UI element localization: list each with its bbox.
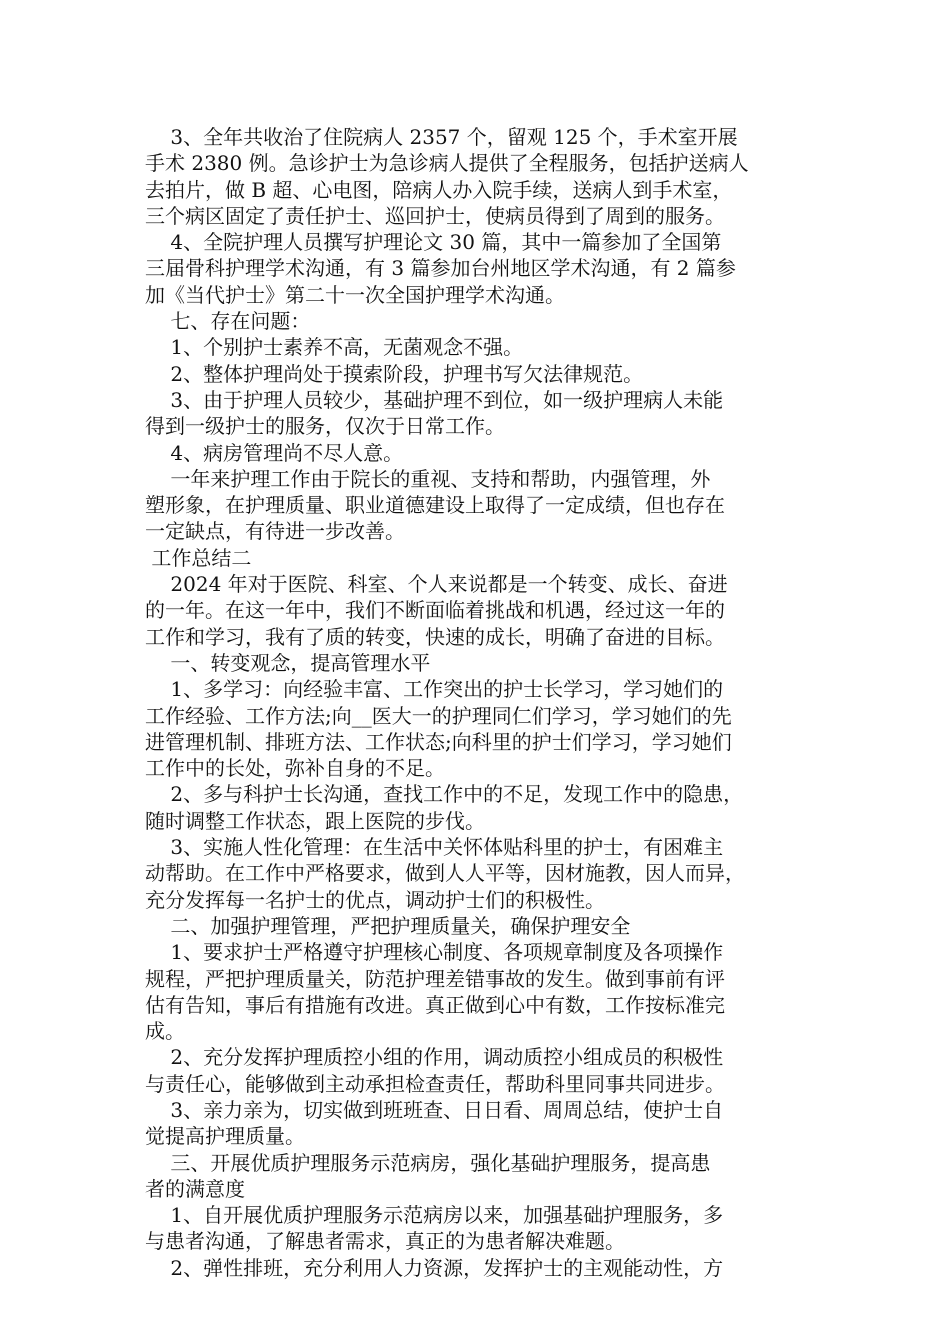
text-line: 3、由于护理人员较少，基础护理不到位，如一级护理病人未能 (145, 387, 724, 412)
text-line: 觉提高护理质量。 (145, 1124, 305, 1149)
text-line: 3、全年共收治了住院病人 2357 个，留观 125 个，手术室开展 (145, 125, 738, 149)
text-line: 三个病区固定了责任护士、巡回护士，使病员得到了周到的服务。 (145, 203, 725, 228)
text-line: 1、个别护士素养不高，无菌观念不强。 (145, 335, 524, 360)
text-line: 成。 (145, 1019, 185, 1044)
text-line: 4、病房管理尚不尽人意。 (145, 440, 404, 465)
text-line: 工作经验、工作方法;向__医大一的护理同仁们学习，学习她们的先 (145, 703, 732, 728)
text-line: 3、亲力亲为，切实做到班班查、日日看、周周总结，使护士自 (145, 1097, 724, 1122)
text-line: 1、要求护士严格遵守护理核心制度、各项规章制度及各项操作 (145, 940, 724, 965)
text-line: 充分发挥每一名护士的优点，调动护士们的积极性。 (145, 887, 605, 912)
text-line: 工作总结二 (145, 545, 252, 570)
text-line: 与责任心，能够做到主动承担检查责任，帮助科里同事共同进步。 (145, 1071, 725, 1096)
text-line: 工作中的长处，弥补自身的不足。 (145, 756, 445, 781)
text-line: 1、多学习：向经验丰富、工作突出的护士长学习，学习她们的 (145, 677, 724, 702)
text-line: 1、自开展优质护理服务示范病房以来，加强基础护理服务，多 (145, 1203, 724, 1228)
text-line: 的一年。在这一年中，我们不断面临着挑战和机遇，经过这一年的 (145, 598, 725, 623)
text-line: 估有告知，事后有措施有改进。真正做到心中有数，工作按标准完 (145, 992, 725, 1017)
text-line: 三届骨科护理学术沟通，有 3 篇参加台州地区学术沟通，有 2 篇参 (145, 256, 736, 281)
text-line: 一年来护理工作由于院长的重视、支持和帮助，内强管理，外 (145, 466, 711, 491)
text-line: 工作和学习，我有了质的转变，快速的成长，明确了奋进的目标。 (145, 624, 725, 649)
text-line: 塑形象，在护理质量、职业道德建设上取得了一定成绩，但也存在 (145, 493, 725, 518)
text-line: 加《当代护士》第二十一次全国护理学术沟通。 (145, 282, 565, 307)
text-line: 三、开展优质护理服务示范病房，强化基础护理服务，提高患 (145, 1150, 711, 1175)
text-line: 手术 2380 例。急诊护士为急诊病人提供了全程服务，包括护送病人 (145, 151, 749, 176)
text-line: 进管理机制、排班方法、工作状态;向科里的护士们学习，学习她们 (145, 729, 732, 754)
text-line: 去拍片，做 B 超、心电图，陪病人办入院手续，送病人到手术室， (145, 177, 733, 202)
text-line: 动帮助。在工作中严格要求，做到人人平等，因材施教，因人而异， (145, 861, 745, 886)
text-line: 2、弹性排班，充分利用人力资源，发挥护士的主观能动性，方 (145, 1255, 724, 1280)
text-line: 者的满意度 (145, 1176, 245, 1201)
text-line: 2、多与科护士长沟通，查找工作中的不足，发现工作中的隐患， (145, 782, 744, 807)
text-line: 七、存在问题： (145, 309, 311, 334)
text-line: 得到一级护士的服务，仅次于日常工作。 (145, 414, 505, 439)
text-line: 4、全院护理人员撰写护理论文 30 篇，其中一篇参加了全国第 (145, 230, 722, 255)
text-line: 随时调整工作状态，跟上医院的步伐。 (145, 808, 485, 833)
text-line: 一定缺点，有待进一步改善。 (145, 519, 405, 544)
text-line: 2024 年对于医院、科室、个人来说都是一个转变、成长、奋进 (145, 572, 728, 597)
text-line: 3、实施人性化管理：在生活中关怀体贴科里的护士，有困难主 (145, 835, 724, 860)
text-line: 2、整体护理尚处于摸索阶段，护理书写欠法律规范。 (145, 361, 644, 386)
text-line: 一、转变观念，提高管理水平 (145, 650, 431, 675)
document-body (145, 124, 825, 1281)
text-line: 2、充分发挥护理质控小组的作用，调动质控小组成员的积极性 (145, 1045, 724, 1070)
text-line: 规程，严把护理质量关，防范护理差错事故的发生。做到事前有评 (145, 966, 725, 991)
text-line: 与患者沟通，了解患者需求，真正的为患者解决难题。 (145, 1229, 625, 1254)
text-line: 二、加强护理管理，严把护理质量关，确保护理安全 (145, 913, 631, 938)
